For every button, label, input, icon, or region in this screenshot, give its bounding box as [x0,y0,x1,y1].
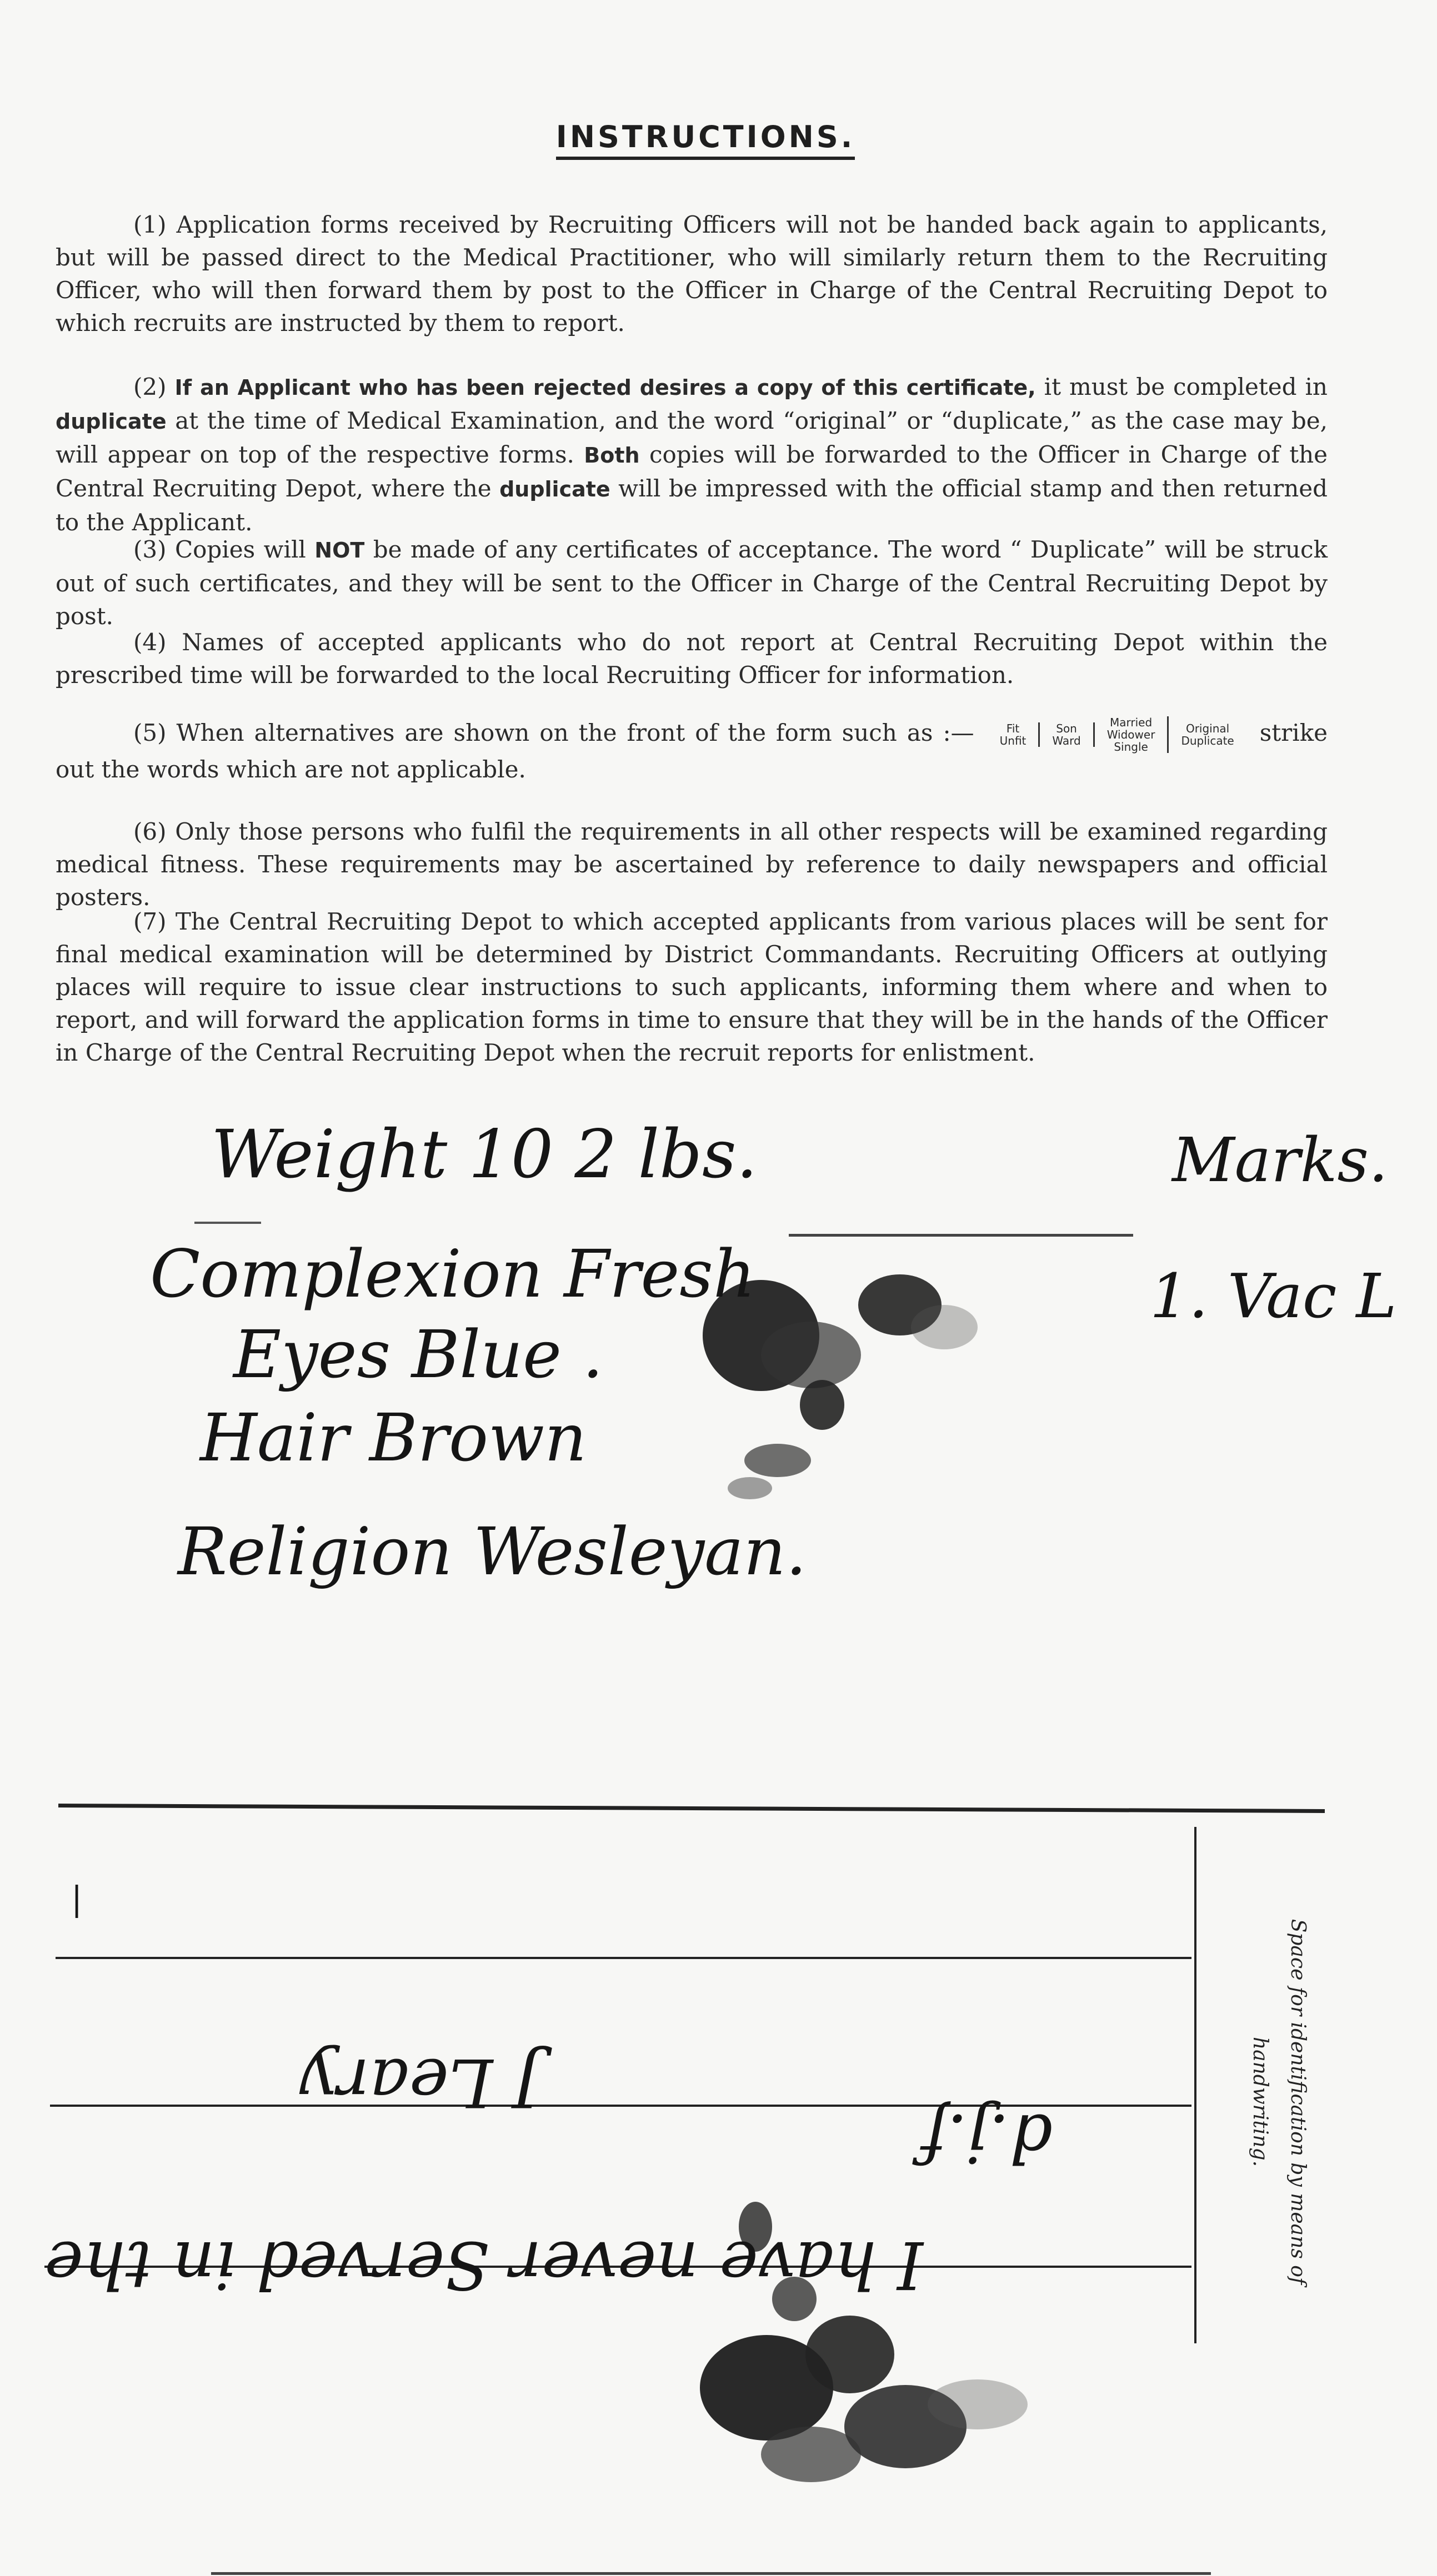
instruction-bold: duplicate [499,477,610,501]
alternative-word: Son [1056,722,1077,735]
instruction-number: (5) [133,719,167,746]
handwritten-complexion: Complexion Fresh [150,1236,755,1312]
instruction-text: it must be completed in [1044,373,1328,400]
instruction-number: (4) [133,629,167,656]
instruction-number: (2) [133,373,167,400]
alternative-marital [1095,716,1169,753]
instruction-2 [56,370,1328,539]
handwritten-signature: J Leary [300,2043,541,2121]
section-divider [58,1804,1325,1813]
page-bottom-edge [211,2572,1211,2575]
instruction-text: will be impressed with the official stamp and then returned to the Applicant. [56,475,1328,536]
instruction-text: at the time of Medical Examination, and the word “original” or “duplicate,” as the case may be, will appear on top of the respective forms. [56,407,1328,468]
handwriting-line [56,1957,1191,1959]
instruction-text: strike out the words which are not applicable. [56,719,1328,783]
instruction-text: Application forms received by Recruiting Officers will not be handed back again to applicants, but will be passed direct to the Medical Practitioner, who will similarly return them to the Recruiting Officer, who will then forward them by post to the Officer in Charge of the Central Recruiting Depot to which recruits are instructed by them to report. [56,211,1328,337]
alternative-fit-unfit [988,722,1040,747]
handwritten-religion: Religion Wesleyan. [178,1513,807,1590]
alternative-word: Duplicate [1181,734,1234,747]
ink-blot-lower [667,2166,1078,2510]
instruction-number: (1) [133,211,167,238]
instruction-3 [56,533,1328,632]
vertical-divider [1194,1827,1196,2343]
alternative-son-ward [1040,722,1094,747]
handwritten-marks: Marks. [1172,1124,1388,1196]
identification-space-label: Space for identification by means of handwriting. [1249,1919,1309,2285]
handwritten-statement: I have never Served in the [44,2227,923,2303]
instruction-text: The Central Recruiting Depot to which accepted applicants from various places will be sent for final medical examination will be determined by District Commandants. Recruiting Officers at outlying places will require to issue clear instructions to such applicants, informing them where and when to report, and will forward the application forms in time to ensure that they will be in the hands of the Officer in Charge of the Central Recruiting Depot when the recruit reports for enlistment. [56,908,1328,1066]
handwritten-tick: | [71,1880,83,1919]
alternative-word: Married [1109,716,1153,729]
alternatives-example [988,716,1246,753]
instruction-number: (7) [133,908,167,935]
dashed-rule [789,1234,1133,1237]
instruction-text: Copies will [174,536,306,563]
instruction-number: (3) [133,536,167,563]
instruction-number: (6) [133,818,167,845]
instruction-text: be made of any certificates of acceptance. The word “ Duplicate” will be struck out of such certificates, and they will be sent to the Officer in Charge of the Central Recruiting Depot by post. [56,536,1328,630]
instruction-1 [56,208,1328,339]
instruction-6 [56,815,1328,913]
instruction-5 [56,716,1328,786]
alternative-word: Fit [1006,722,1020,735]
handwritten-eyes: Eyes Blue . [233,1316,603,1393]
instruction-text: Names of accepted applicants who do not report at Central Recruiting Depot within the prescribed time will be forwarded to the local Recruiting Officer for information. [56,629,1328,689]
instruction-text: copies will be forwarded to the Officer in Charge of the Central Recruiting Depot, where the [56,441,1328,502]
handwritten-vac: 1. Vac L [1150,1261,1397,1332]
handwritten-hair: Hair Brown [200,1399,587,1476]
page-title: INSTRUCTIONS. [0,119,1411,154]
instruction-bold: Both [584,443,640,468]
alternative-word: Single [1114,740,1148,754]
instruction-7 [56,905,1328,1069]
dashed-rule [194,1222,261,1224]
instruction-text: Only those persons who fulfil the requirements in all other respects will be examined regarding medical fitness. These requirements may be ascertained by reference to daily newspapers and official posters. [56,818,1328,911]
alternative-word: Unfit [999,734,1027,747]
instruction-bold: duplicate [56,409,167,434]
alternative-word: Widower [1106,728,1155,741]
alternative-word: Original [1185,722,1230,735]
handwritten-weight: Weight 10 2 lbs. [211,1116,758,1193]
alternative-original-duplicate [1169,722,1246,747]
handwritten-initials: d.j.f [922,2099,1053,2176]
instruction-bold: If an Applicant who has been rejected desires a copy of this certificate, [174,375,1036,400]
alternative-word: Ward [1052,734,1081,747]
instruction-4 [56,626,1328,691]
instruction-bold: NOT [314,538,365,563]
instruction-text: When alternatives are shown on the front of the form such as :— [176,719,974,746]
